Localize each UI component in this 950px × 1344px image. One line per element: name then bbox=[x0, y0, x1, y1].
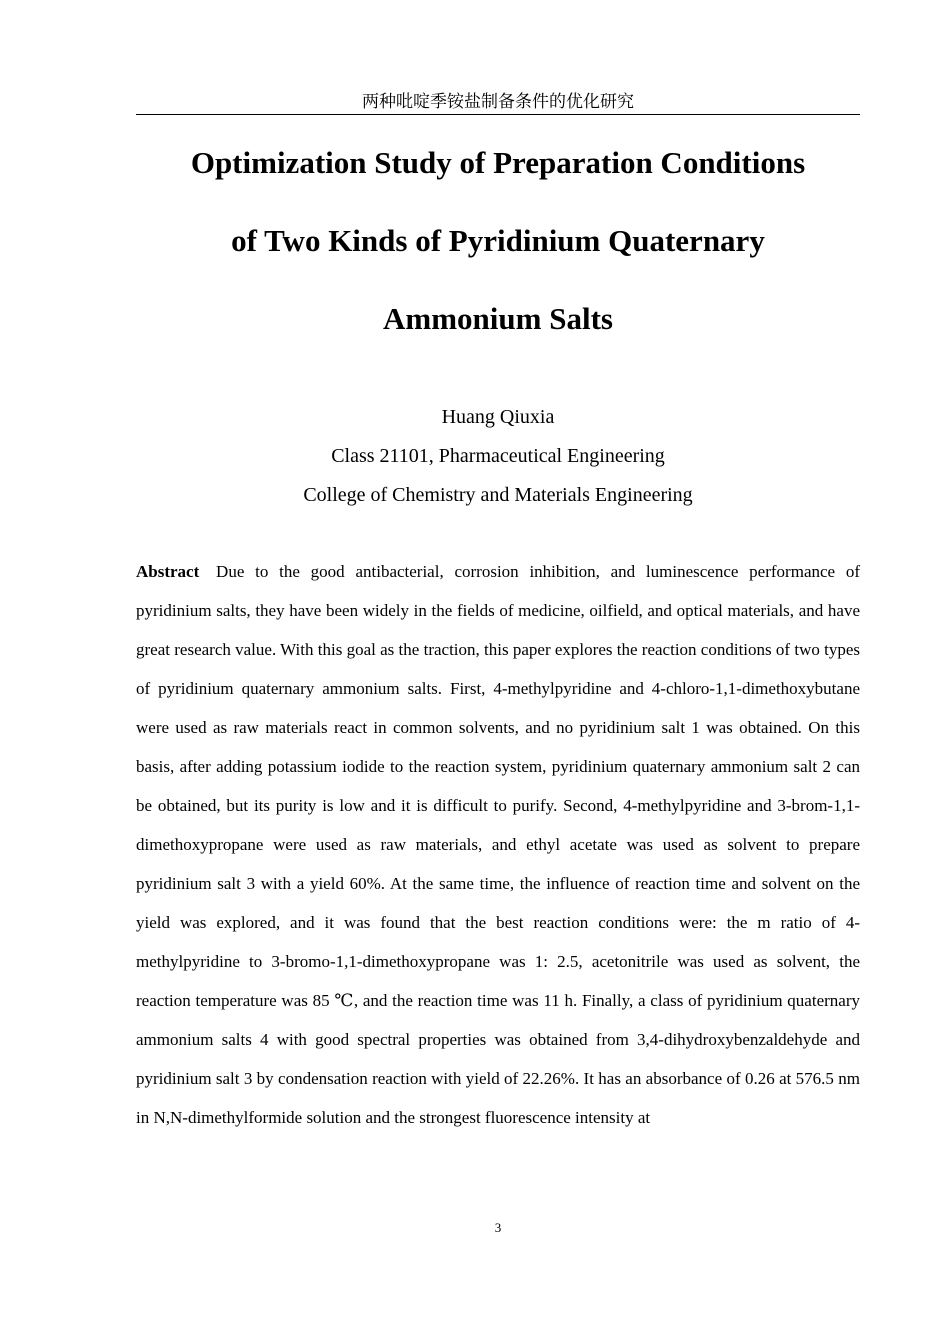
paper-title-line-1: Optimization Study of Preparation Conditions bbox=[190, 145, 806, 180]
paper-title-line-3: Ammonium Salts bbox=[383, 301, 613, 336]
paper-title bbox=[130, 124, 866, 358]
paper-title-line-2: of Two Kinds of Pyridinium Quaternary bbox=[231, 223, 765, 258]
abstract bbox=[136, 552, 860, 1137]
running-header bbox=[136, 92, 860, 115]
running-header-text: 两种吡啶季铵盐制备条件的优化研究 bbox=[362, 92, 634, 112]
page-number: 3 bbox=[494, 1220, 502, 1235]
author-class: Class 21101, Pharmaceutical Engineering bbox=[331, 445, 665, 467]
abstract-text: Due to the good antibacterial, corrosion inhibition, and luminescence performance of pyridinium salts, they have been widely in the fields of medicine, oilfield, and optical materials, and have great research value. With this goal as the traction, this paper explores the reaction conditions of two types of pyridinium quaternary ammonium salts. First, 4-methylpyridine and 4-chloro-1,1-dimethoxybutane were used as raw materials react in common solvents, and no pyridinium salt 1 was obtained. On this basis, after adding potassium iodide to the reaction system, pyridinium quaternary ammonium salt 2 can be obtained, but its purity is low and it is difficult to purify. Second, 4-methylpyridine and 3-brom-1,1-dimethoxypropane were used as raw materials, and ethyl acetate was used as solvent to prepare pyridinium salt 3 with a yield 60%. At the same time, the influence of reaction time and solvent on the yield was explored, and it was found that the best reaction conditions were: the m ratio of 4-methylpyridine to 3-bromo-1,1-dimethoxypropane was 1: 2.5, acetonitrile was used as solvent, the reaction temperature was 85 ℃, and the reaction time was 11 h. Finally, a class of pyridinium quaternary ammonium salts 4 with good spectral properties was obtained from 3,4-dihydroxybenzaldehyde and pyridinium salt 3 by condensation reaction with yield of 22.26%. It has an absorbance of 0.26 at 576.5 nm in N,N-dimethylformide solution and the strongest fluorescence intensity at bbox=[136, 562, 861, 1127]
author-name: Huang Qiuxia bbox=[441, 406, 555, 428]
author-college: College of Chemistry and Materials Engineering bbox=[303, 484, 693, 506]
author-block bbox=[136, 398, 860, 515]
abstract-label: Abstract bbox=[136, 562, 200, 581]
